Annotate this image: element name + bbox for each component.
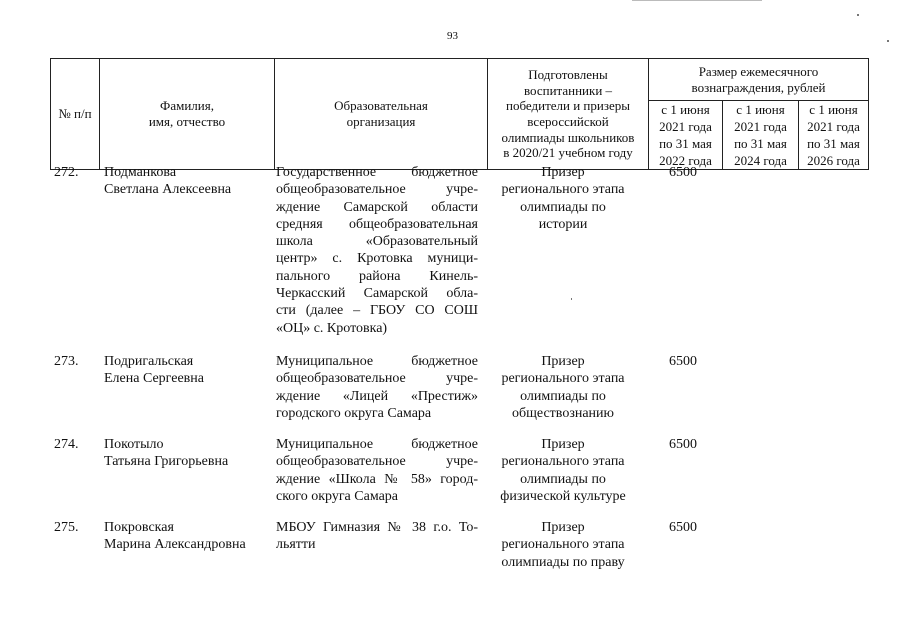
row-name: Подригальская Елена Сергеевна — [104, 354, 204, 387]
row-amount: 6500 — [669, 520, 697, 535]
row-achievement: Призер регионального этапа олимпиады по истории — [501, 165, 625, 232]
row-organization: МБОУ Гимназия № 38 г.о. То- льятти — [276, 520, 478, 553]
row-name: Покотыло Татьяна Григорьевна — [104, 437, 229, 470]
row-organization: Муниципальное бюджетное общеобразовательное учре- ждение «Школа № 58» город- ского округа Самара — [276, 437, 478, 504]
header-organization: Образовательная организация — [275, 59, 488, 170]
row-organization: Государственное бюджетное общеобразовательное учре- ждение Самарской области средняя общеобразовательная школа «Образовательный центр» с. Кротовка муници- пального района Кинель- Черкасский Самарской обла- сти (далее – ГБОУ СО СОШ «ОЦ» с. Кротовка) — [276, 165, 478, 336]
row-number: 274. — [54, 437, 79, 452]
row-number: 272. — [54, 165, 79, 180]
row-achievement: Призер регионального этапа олимпиады по физической культуре — [500, 437, 626, 504]
header-award: Размер ежемесячного вознаграждения, рублей — [649, 59, 869, 101]
header-period-2022: с 1 июня 2021 года по 31 мая 2022 года — [649, 101, 723, 170]
scan-artifact — [887, 40, 889, 42]
row-name: Подманкова Светлана Алексеевна — [104, 165, 232, 198]
row-achievement: Призер регионального этапа олимпиады по праву — [501, 520, 625, 570]
scan-artifact — [857, 14, 859, 16]
scan-artifact — [571, 298, 572, 300]
header-achievement: Подготовлены воспитанники – победители и призеры всероссийской олимпиады школьников в 2020/21 учебном году — [488, 59, 649, 170]
row-number: 275. — [54, 520, 79, 535]
header-name: Фамилия, имя, отчество — [100, 59, 275, 170]
table-header — [50, 58, 869, 170]
row-achievement: Призер регионального этапа олимпиады по обществознанию — [501, 354, 625, 421]
page-number: 93 — [447, 30, 458, 42]
row-number: 273. — [54, 354, 79, 369]
row-amount: 6500 — [669, 354, 697, 369]
row-organization: Муниципальное бюджетное общеобразовательное учре- ждение «Лицей «Престиж» городского округа Самара — [276, 354, 478, 421]
header-period-2024: с 1 июня 2021 года по 31 мая 2024 года — [723, 101, 799, 170]
scan-artifact — [632, 0, 762, 1]
row-amount: 6500 — [669, 437, 697, 452]
header-number: № п/п — [51, 59, 100, 170]
row-amount: 6500 — [669, 165, 697, 180]
row-name: Покровская Марина Александровна — [104, 520, 246, 553]
header-period-2026: с 1 июня 2021 года по 31 мая 2026 года — [799, 101, 869, 170]
